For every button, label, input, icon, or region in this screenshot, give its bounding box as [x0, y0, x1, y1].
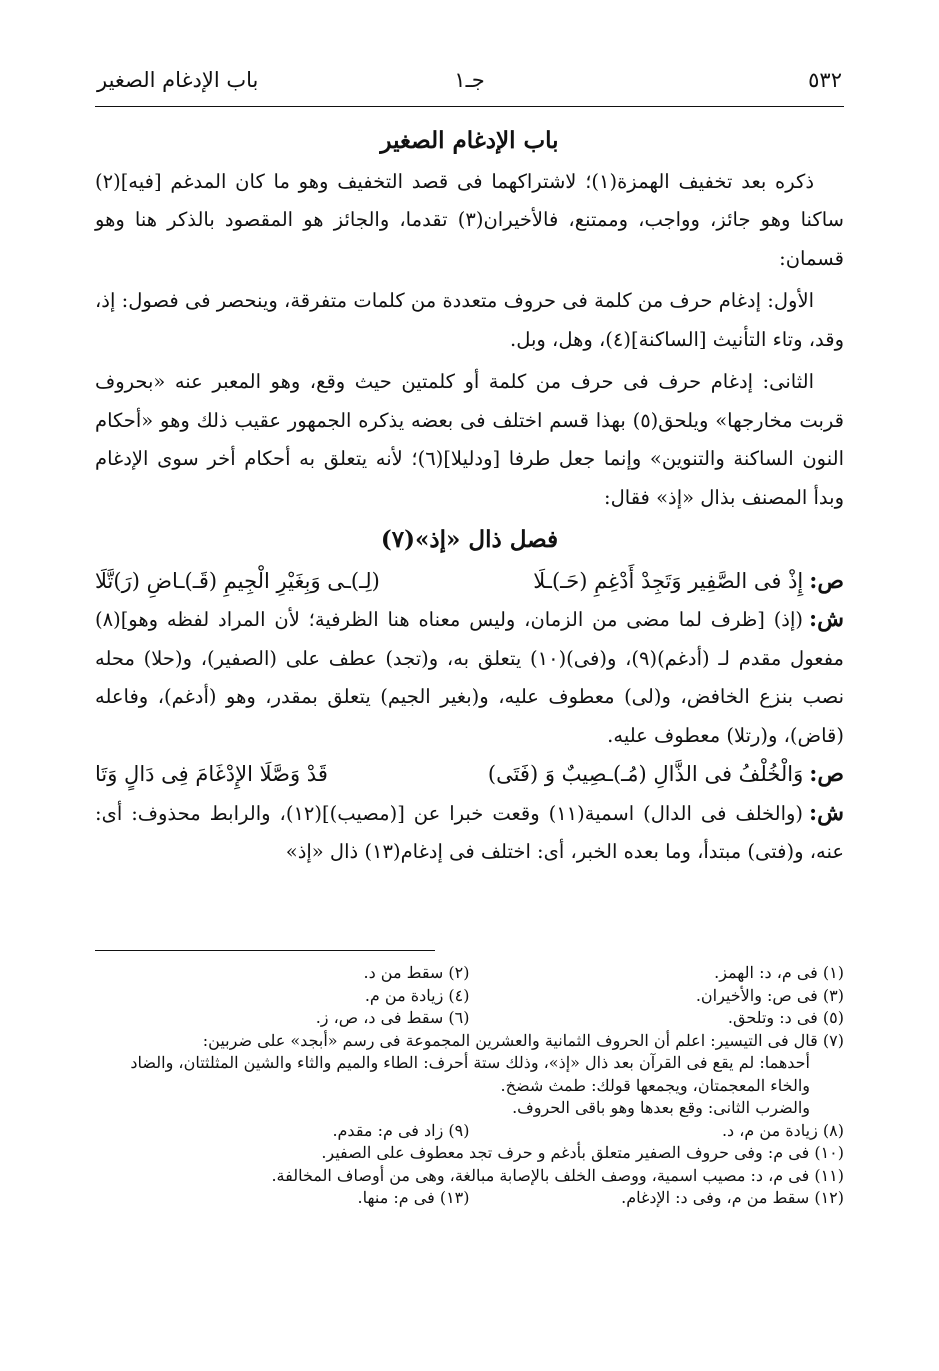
- footnote-6: (٦) سقط فى د، ص، ز.: [315, 1008, 470, 1027]
- section-title: فصل ذال «إذ»(٧): [380, 526, 559, 553]
- verse-label: ص:: [809, 567, 844, 594]
- verse-2-right: ص:وَالْخُلْفُ فى الذَّالِ (مُـ)ـصِيبٌ وَ (فَتَى): [487, 761, 844, 787]
- verse-line-2: [95, 755, 844, 794]
- intro-paragraph-3: الثانى: إدغام حرف فى حرف من كلمة أو كلمتين حيث وقع، وهو المعبر عنه «بحروف قربت مخارجها» ويلحق(٥) بهذا قسم اختلف فى بعضه يذكره الجمهور عقيب ذلك وهو «أحكام النون الساكنة والتنوين» وإنما جعل طرفا [ودليلا](٦)؛ لأنه يتعلق به أحكام أخر سوى الإدغام وبدأ المصنف بذال «إذ» فقال:: [95, 370, 845, 509]
- footnote-12: (١٢) سقط من م، وفى د: الإدغام.: [621, 1188, 844, 1207]
- running-title: باب الإدغام الصغير: [97, 68, 259, 92]
- footnote-5: (٥) فى د: وتلحق.: [727, 1008, 844, 1027]
- footnote-separator: [95, 950, 435, 951]
- footnote-7-part-1: أحدهما: لم يقع فى القرآن بعد ذال «إذ»، وذلك ستة أحرف: الطاء والميم والثاء والشين المثلثتان، والضاد والخاء المعجمتان، ويجمعها قولك: طمث شضخ.: [130, 1053, 810, 1095]
- footnote-11: (١١) فى م، د: مصيب اسمية، ووصف الخلف بالإصابة مبالغة، وهى من أوصاف المخالفة.: [271, 1165, 844, 1185]
- commentary-2: ش:(والخلف فى الدال) اسمية(١١) وقعت خبرا عن [(مصيب)](١٢)، والرابط محذوف: أى: عنه، و(فتى) مبتدأ، وما بعده الخبر، أى: اختلف فى إدغام(١٣) ذال «إذ»: [95, 799, 845, 863]
- footnote-7: (٧) قال فى التيسير: اعلم أن الحروف الثمانية والعشرين المجموعة فى رسم «أبجد» على ضربين:: [202, 1030, 844, 1050]
- footnote-8: (٨) زيادة من م، د.: [721, 1120, 844, 1140]
- footnotes: [95, 962, 844, 1210]
- footnote-3: (٣) فى ص: والأخيران.: [695, 985, 844, 1005]
- footnote-2: (٢) سقط من د.: [363, 963, 470, 982]
- page-header: [95, 62, 844, 107]
- verse-1-left: (لِـ)ـى وَبِغَيْرِ الْجِيمِ (قَـ)ـاضِ (رَ)تَّلَا: [95, 568, 380, 593]
- footnote-4: (٤) زيادة من م.: [364, 985, 470, 1005]
- verse-1-right: ص:إِذْ فى الصَّفِير وَتَجِدْ أَدْغِمِ (حَـ)ـلَا: [533, 567, 844, 594]
- volume-label: جـ١: [454, 68, 485, 92]
- footnote-9: (٩) زاد فى م: مقدم.: [332, 1120, 470, 1140]
- commentary-label: ش:: [809, 606, 844, 632]
- verse-line-1: [95, 562, 844, 601]
- verse-label: ص:: [809, 761, 844, 787]
- commentary-1: ش:(إذ) [ظرف لما مضى من الزمان، وليس معناه هنا الظرفية؛ لأن المراد لفظه وهو](٨) مفعول مقدم لـ (أدغم)(٩)، و(فى)(١٠) يتعلق به، و(تجد) عطف على (الصفير)، و(حلا) محله نصب بنزع الخافض، و(لى) معطوف عليه، و(بغير الجيم) يتعلق بمقدر، وهو (أدغم)، وفاعله (قاض)، و(رتلا) معطوف عليه.: [95, 606, 844, 747]
- main-text: [95, 118, 844, 872]
- chapter-title: باب الإدغام الصغير: [380, 127, 559, 154]
- commentary-label: ش:: [809, 799, 845, 826]
- verse-2-left: قَدْ وَصَّلَا الإِدْغَامَ فِى دَالٍ وَتَا: [95, 762, 328, 786]
- footnote-10: (١٠) فى م: وفى حروف الصفير متعلق بأدغم و حرف تجد معطوف على الصفير.: [321, 1143, 844, 1162]
- footnote-7-part-2: والضرب الثانى: وقع بعدها وهو باقى الحروف.: [512, 1098, 810, 1117]
- intro-paragraph-1: ذكره بعد تخفيف الهمزة(١)؛ لاشتراكهما فى قصد التخفيف وهو ما كان المدغم [فيه](٢) ساكنا وهو جائز، وواجب، وممتنع، فالأخيران(٣) تقدما، والجائز هو المقصود بالذكر هنا وهو قسمان:: [95, 169, 844, 270]
- page-number: ٥٣٢: [808, 68, 842, 92]
- footnote-13: (١٣) فى م: منها.: [357, 1188, 470, 1207]
- intro-paragraph-2: الأول: إدغام حرف من كلمة فى حروف متعددة من كلمات متفرقة، وينحصر فى فصول: إذ، وقد، وتاء التأنيث [الساكنة](٤)، وهل، وبل.: [95, 289, 844, 351]
- footnote-1: (١) فى م، د: الهمز.: [714, 963, 844, 982]
